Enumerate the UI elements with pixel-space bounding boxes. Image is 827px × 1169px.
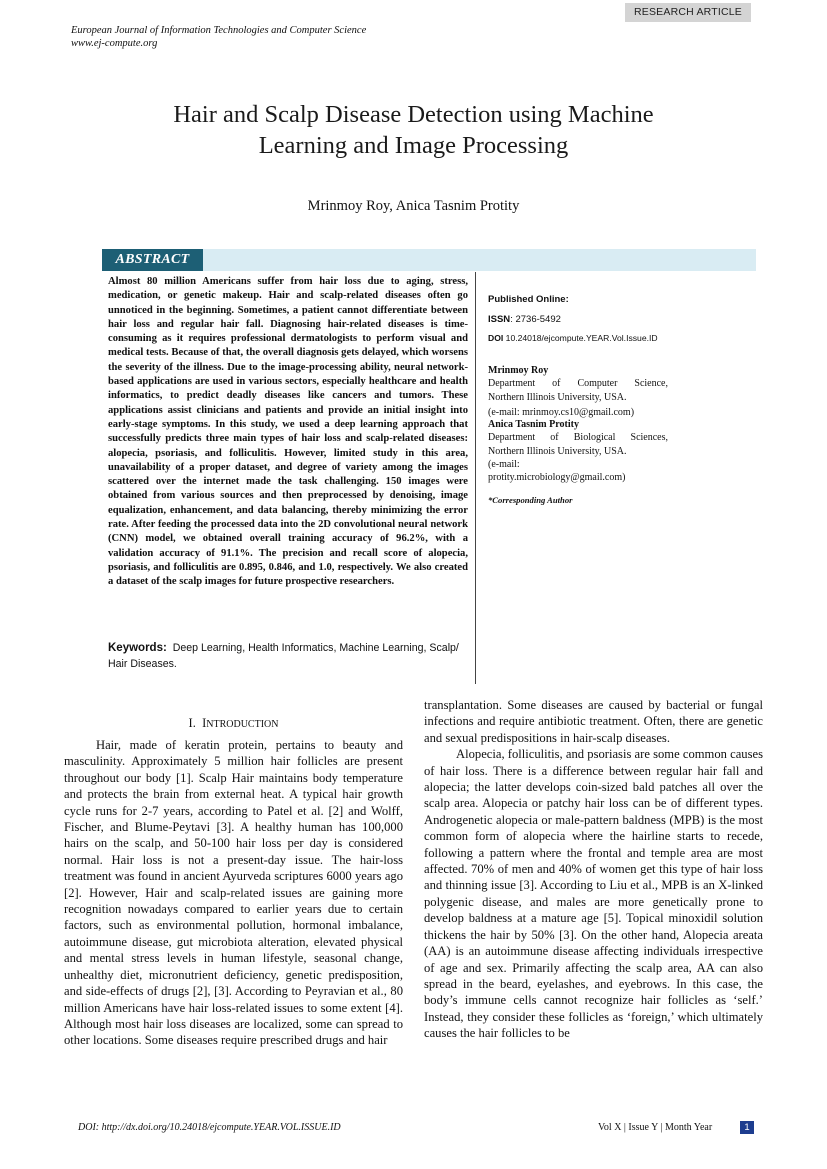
- abstract-label: ABSTRACT: [102, 249, 203, 271]
- section-number: I.: [188, 716, 196, 730]
- author1-email[interactable]: (e-mail: mrinmoy.cs10@gmail.com): [488, 406, 635, 418]
- issn-line: [488, 313, 561, 326]
- author1-univ: Northern Illinois University, USA.: [488, 391, 627, 403]
- author1-name: Mrinmoy Roy: [488, 365, 549, 376]
- author1-block: [488, 364, 668, 419]
- footer-doi[interactable]: DOI: http://dx.doi.org/10.24018/ejcompute.YEAR.VOL.ISSUE.ID: [78, 1122, 341, 1133]
- section-heading: [64, 716, 403, 731]
- page-number: 1: [740, 1121, 754, 1134]
- section-title-rest: NTRODUCTION: [206, 719, 279, 730]
- author2-email-label: (e-mail:: [488, 458, 520, 470]
- intro-paragraph-2: Alopecia, folliculitis, and psoriasis are some common causes of hair loss. There is a difference between regular hair fall and alopecia; the latter develops coin-sized bald patches all over the scalp area. Alopecia or patchy hair loss can be of different types. Androgenetic alopecia or male-pattern baldness (MPB) is the most common form of alopecia where the hairline starts to recede, following a pattern where the frontal and temple area are most affected. 70% of men and 40% of women get this type of hair loss and thinning issue [3]. According to Liu et al., MPB is an X-linked polygenic disease, and males are more genetically prone to develop baldness at a mature age [5]. Topical minoxidil solution thickens the hair by 50% [3]. On the other hand, Alopecia areata (AA) is an autoimmune disease affecting individuals irrespective of age and sex. Primarily affecting the scalp area, AA can also spread in the beard, eyelashes, and eyebrows. In this case, the body’s immune cells cannot recognize hair follicles as ‘self.’ Instead, they consider these follicles as ‘foreign,’ which ultimately causes the hair follicles to be: [424, 747, 763, 1041]
- author-list: Mrinmoy Roy, Anica Tasnim Protity: [307, 198, 520, 214]
- body-left-column: [64, 737, 403, 1049]
- title-line-1: Hair and Scalp Disease Detection using Machine: [173, 101, 654, 128]
- intro-paragraph-1: Hair, made of keratin protein, pertains to beauty and masculinity. Approximately 5 million hair follicles are present throughout our body [1]. Scalp Hair maintains body temperature and protects the brain from external heat. A typical hair growth cycle runs for 2-7 years, according to Patel et al. [2] and Wolff, Fischer, and Blume-Peytavi [3]. A healthy human has 100,000 hairs on the scalp, and 50-100 hair loss per day is considered normal. Hair loss is not a present-day issue. The hair-loss treatment was found in ancient Ayurveda scriptures 6000 years ago [2]. However, Hair and scalp-related issues are gaining more recognition nowadays compared to earlier years due to certain factors, such as environmental pollution, hormonal imbalance, autoimmune disease, gut microbiota alteration, elevated physical and mental stress levels in human lifestyle, seasonal change, unhealthy diet, micronutrient deficiency, genetic predisposition, and side-effects of drugs [2], [3]. According to Peyravian et al., 80 million Americans have hair loss-related issues to some extent [4]. Although most hair loss diseases are localized, some can spread to other locations. Some diseases require prescribed drugs and hair: [64, 738, 403, 1048]
- author2-email[interactable]: protity.microbiology@gmail.com): [488, 472, 626, 484]
- doi-value[interactable]: 10.24018/ejcompute.YEAR.Vol.Issue.ID: [505, 333, 658, 343]
- section-title-initial: I: [202, 716, 207, 730]
- intro-paragraph-continued: transplantation. Some diseases are caused by bacterial or fungal infections and require antibiotic treatment. Often, there are genetic and sexual predispositions in hair-scalp diseases.: [424, 698, 763, 745]
- author2-dept: Department of Biological Sciences,: [488, 432, 668, 444]
- author2-name: Anica Tasnim Protity: [488, 419, 579, 430]
- journal-url[interactable]: www.ej-compute.org: [71, 38, 158, 49]
- doi-label: DOI: [488, 333, 504, 343]
- issn-value: : 2736-5492: [510, 314, 561, 325]
- title-line-2: Learning and Image Processing: [258, 132, 569, 159]
- keywords-label: Keywords:: [108, 642, 167, 654]
- keywords-text: Deep Learning, Health Informatics, Machine Learning, Scalp/ Hair Diseases.: [108, 642, 459, 670]
- published-online-label: Published Online:: [488, 294, 569, 305]
- journal-header: [71, 24, 366, 50]
- journal-name: European Journal of Information Technologies and Computer Science: [71, 25, 367, 36]
- author2-univ: Northern Illinois University, USA.: [488, 445, 627, 457]
- issn-label: ISSN: [488, 314, 511, 325]
- footer-volume: Vol X | Issue Y | Month Year: [598, 1122, 713, 1133]
- abstract-text: Almost 80 million Americans suffer from hair loss due to aging, stress, medication, or genetic makeup. Hair and scalp-related diseases often go unnoticed in the beginning. Sometimes, a patient cannot differentiate between hair loss and regular hair fall. Diagnosing hair-related diseases is time-consuming as it requires professional dermatologists to perform visual and medical tests. Because of that, the overall diagnosis gets delayed, which worsens the severity of the illness. Due to the image-processing ability, neural network-based applications are used in various sectors, especially healthcare and health informatics, to predict deadly diseases like cancers and tumors. These applications assist clinicians and patients and provide an initial insight into early-stage symptoms. In this study, we used a deep learning approach that successfully predicts three main types of hair loss and scalp-related diseases: alopecia, psoriasis, and folliculitis. However, limited study in this area, unavailability of a proper dataset, and degree of variety among the images scattered over the internet made the task challenging. 150 images were obtained from various sources and then preprocessed by denoising, image equalization, enhancement, and data balancing, thereby minimizing the error rate. After feeding the processed data into the 2D convolutional neural network (CNN) model, we obtained overall training accuracy of 96.2%, with a validation accuracy of 91.1%. The precision and recall score of alopecia, psoriasis, and folliculitis are 0.895, 0.846, and 1.0, respectively. We also created a dataset of the scalp images for future prospective researchers.: [108, 276, 468, 588]
- corresponding-author-note: *Corresponding Author: [488, 495, 573, 505]
- author2-block: [488, 418, 668, 484]
- keywords: [108, 640, 468, 672]
- column-divider: [475, 272, 476, 684]
- doi-line: [488, 332, 658, 345]
- article-type-tag: RESEARCH ARTICLE: [625, 3, 751, 22]
- paper-title: [100, 99, 727, 161]
- author1-dept: Department of Computer Science,: [488, 378, 668, 390]
- body-right-column: [424, 697, 763, 1042]
